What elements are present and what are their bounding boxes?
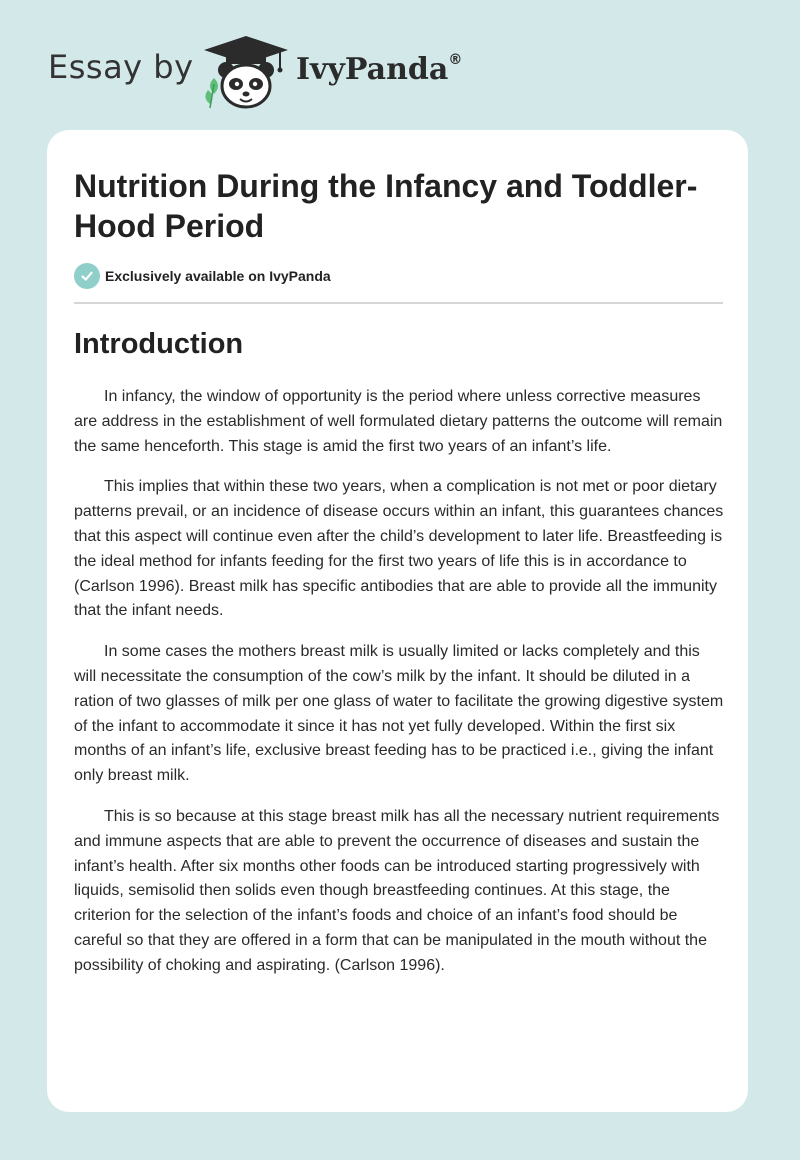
page-title: Nutrition During the Infancy and Toddler-Hood Period — [74, 168, 698, 244]
panda-logo-icon — [200, 34, 292, 110]
check-icon — [74, 263, 100, 289]
registered-mark: ® — [448, 52, 463, 68]
divider — [74, 302, 723, 304]
exclusive-badge-label: Exclusively available on IvyPanda — [105, 268, 331, 284]
exclusive-badge — [74, 263, 331, 289]
article-body — [74, 385, 726, 995]
section-heading: Introduction — [74, 328, 244, 360]
essay-by-label: Essay by — [48, 48, 194, 86]
paragraph: This implies that within these two years, when a complication is not met or poor dietary patterns prevail, or an incidence of disease occurs within an infant, this guarantees chances that this aspect will continue even after the child’s development to later life. Breastfeeding is the ideal method for infants feeding for the first two years of life this is in accordance to (Carlson 1996). Breast milk has specific antibodies that are able to provide all the immunity that the infant needs. — [74, 478, 724, 620]
checkmark-icon — [80, 269, 94, 283]
site-header — [0, 0, 800, 130]
paragraph: In some cases the mothers breast milk is usually limited or lacks completely and this will necessitate the consumption of the cow’s milk by the infant. It should be diluted in a ration of two glasses of milk per one glass of water to facilitate the growing digestive system of the infant to accommodate it since it has not yet fully developed. Within the first six months of an infant’s life, exclusive breast feeding has to be practiced i.e., giving the infant only breast milk. — [74, 643, 724, 785]
paragraph: This is so because at this stage breast milk has all the necessary nutrient requirements and immune aspects that are able to prevent the occurrence of diseases and sustain the infant’s health. After six months other foods can be introduced starting progressively with liquids, semisolid then solids even though breastfeeding continues. At this stage, the criterion for the selection of the infant’s foods and choice of an infant’s food should be careful so that they are offered in a form that can be manipulated in the mouth without the possibility of choking and aspirating. (Carlson 1996). — [74, 807, 720, 974]
essay-card — [47, 130, 748, 1112]
brand-name[interactable] — [296, 52, 462, 87]
paragraph: In infancy, the window of opportunity is the period where unless corrective measures are address in the establishment of well formulated dietary patterns the outcome will remain the same henceforth. This stage is amid the first two years of an infant’s life. — [74, 388, 723, 455]
brand-name-text: IvyPanda — [296, 52, 449, 87]
